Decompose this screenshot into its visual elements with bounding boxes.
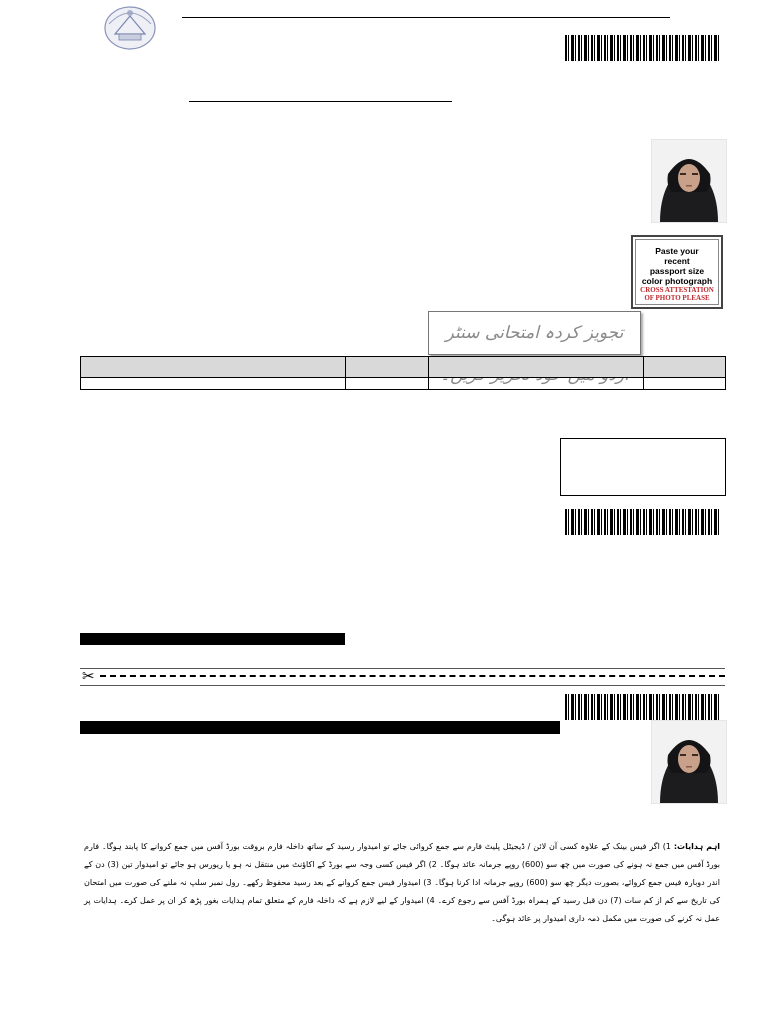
paste-photo-box — [631, 235, 723, 309]
middle-barcode — [565, 509, 720, 535]
redacted-bar — [80, 721, 560, 734]
bottom-barcode — [565, 694, 720, 720]
candidate-photo — [651, 720, 727, 804]
subheader-rule — [189, 101, 452, 102]
table-header-cell — [429, 357, 644, 378]
cut-dashes — [100, 675, 725, 677]
office-use-box — [560, 438, 726, 496]
attestation-line-1: CROSS ATTESTATION — [640, 286, 714, 294]
candidate-info-table — [80, 356, 726, 390]
header-rule — [182, 17, 670, 18]
table-cell — [429, 378, 644, 390]
instructions-label: اہم ہدایات: — [673, 842, 721, 851]
important-instructions — [84, 838, 720, 928]
exam-center-prompt: تجویز کردہ امتحانی سنٹر — [428, 311, 641, 355]
top-barcode — [565, 35, 720, 61]
candidate-photo — [651, 139, 727, 223]
paste-line-1: Paste your — [655, 246, 699, 256]
table-header-cell — [346, 357, 429, 378]
attestation-line-2: OF PHOTO PLEASE — [644, 294, 710, 302]
table-row — [81, 378, 726, 390]
paste-line-4: color photograph — [641, 276, 713, 286]
table-header-cell — [644, 357, 726, 378]
instructions-text: 1) اگر فیس بینک کے علاوہ کسی آن لائن / ڈیجیٹل پلیٹ فارم سے جمع کروائی جائے تو امیدوار رسید کے ساتھ داخلہ فارم بروقت بورڈ آفس میں جمع کروانے کا پابند ہوگا۔ فارم بورڈ آفس میں جمع نہ ہونے کی صورت میں چھ سو (600) روپے جرمانہ عائد ہوگا۔ 2) اگر فیس کسی وجہ سے بورڈ کے اکاؤنٹ میں منتقل نہ ہو یا ریورس ہو جائے تو امیدوار تین (3) دن کے اندر دوبارہ فیس جمع کروائے، بصورت دیگر چھ سو (600) روپے جرمانہ ادا کرنا ہوگا۔ 3) امیدوار فیس جمع کروانے کے بعد رسید محفوظ رکھے۔ رول نمبر سلپ نہ ملنے کی صورت میں امتحان کی تاریخ سے کم از کم سات (7) دن قبل رسید کے ہمراہ بورڈ آفس سے رجوع کرے۔ 4) امیدوار کے لیے لازم ہے کہ داخلہ فارم کے متعلق تمام ہدایات بغور پڑھ کر ان پر عمل کرے۔ ہدایات پر عمل نہ کرنے کی صورت میں مکمل ذمہ داری امیدوار پر عائد ہوگی۔ — [84, 842, 721, 923]
scissors-icon: ✂ — [82, 667, 95, 685]
table-cell — [346, 378, 429, 390]
paste-line-3: passport size — [649, 266, 705, 276]
cut-line — [80, 668, 725, 686]
table-header-row — [81, 357, 726, 378]
table-cell — [81, 378, 346, 390]
table-cell — [644, 378, 726, 390]
table-header-cell — [81, 357, 346, 378]
board-crest-logo — [103, 4, 157, 50]
paste-line-2: recent — [664, 256, 690, 266]
redacted-bar — [80, 633, 345, 645]
